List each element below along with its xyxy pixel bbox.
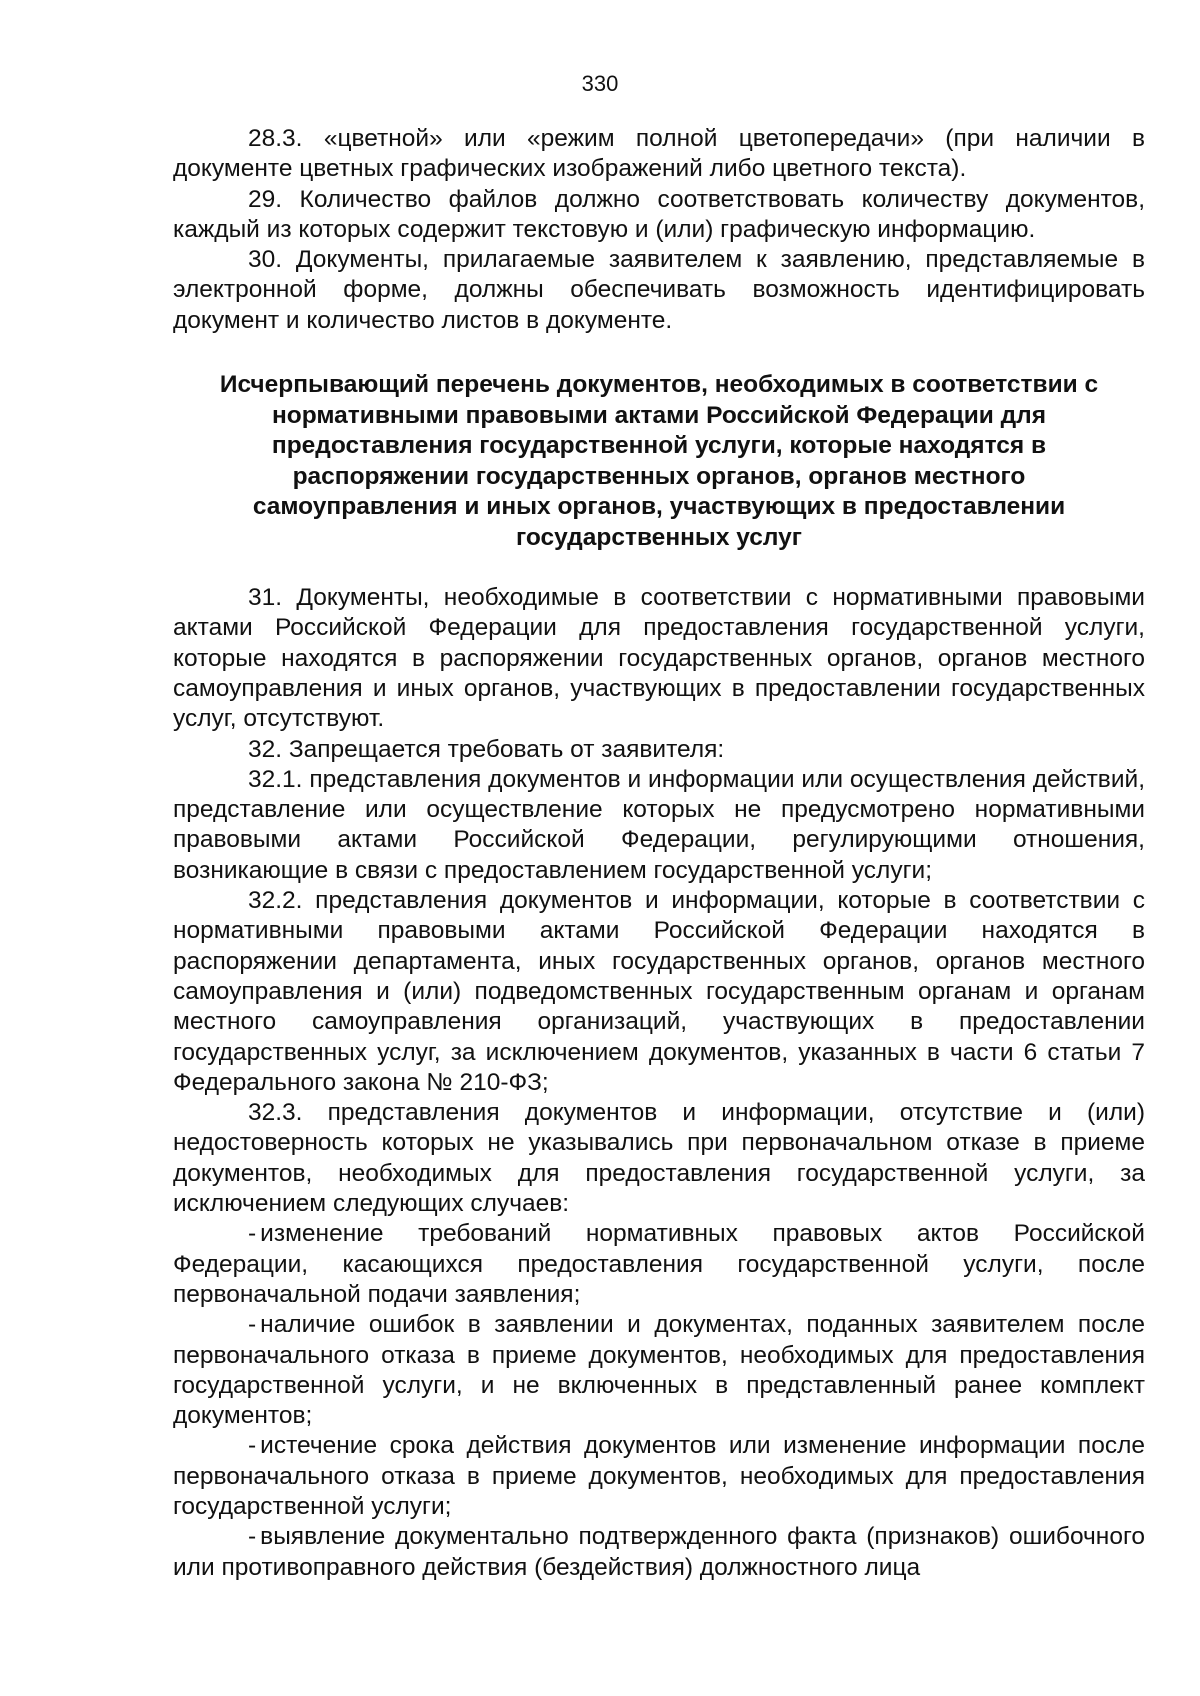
document-body — [173, 124, 1145, 1583]
bullet-text: выявление документально подтвержденного факта (признаков) ошибочного или противоправного действия (бездействия) должностного лица — [173, 1523, 1145, 1581]
section-heading-line: предоставления государственной услуги, которые находятся в — [271, 432, 1047, 460]
bullet-text: истечение срока действия документов или изменение информации после первоначального отказа в приеме документов, необходимых для предоставления государственной услуги; — [173, 1432, 1145, 1520]
paragraph-31: 31. Документы, необходимые в соответствии с нормативными правовыми актами Российской Федерации для предоставления государственной услуги, которые находятся в распоряжении государственных органов, органов местного самоуправления и иных органов, участвующих в предоставлении государственных услуг, отсутствуют. — [173, 584, 1145, 733]
bullet-item — [173, 1522, 1145, 1583]
paragraph-29: 29. Количество файлов должно соответствовать количеству документов, каждый из которых содержит текстовую и (или) графическую информацию. — [173, 185, 1145, 243]
paragraph-32-1: 32.1. представления документов и информации или осуществления действий, представление или осуществление которых не предусмотрено нормативными правовыми актами Российской Федерации, регулирующими отношения, возникающие в связи с предоставлением государственной услуги; — [173, 765, 1145, 884]
paragraph-32-2: 32.2. представления документов и информации, которые в соответствии с нормативными правовыми актами Российской Федерации находятся в распоряжении департамента, иных государственных органов, органов местного самоуправления и (или) подведомственных государственным органам и органам местного самоуправления организаций, участвующих в предоставлении государственных услуг, за исключением документов, указанных в части 6 статьи 7 Федерального закона № 210-ФЗ; — [173, 887, 1145, 1096]
bullet-text: изменение требований нормативных правовых актов Российской Федерации, касающихся предоставления государственной услуги, после первоначальной подачи заявления; — [173, 1220, 1145, 1308]
section-heading-line: самоуправления и иных органов, участвующих в предоставлении — [252, 493, 1066, 521]
section-heading-line: Исчерпывающий перечень документов, необходимых в соответствии с — [219, 371, 1099, 399]
bullet-item — [173, 1219, 1145, 1310]
bullet-dash: - — [248, 1523, 257, 1551]
paragraph-32: 32. Запрещается требовать от заявителя: — [248, 735, 725, 763]
paragraph-30: 30. Документы, прилагаемые заявителем к заявлению, представляемые в электронной форме, должны обеспечивать возможность идентифицировать документ и количество листов в документе. — [173, 246, 1145, 334]
bullet-item — [173, 1431, 1145, 1522]
bullet-dash: - — [248, 1311, 257, 1339]
paragraph-28-3: 28.3. «цветной» или «режим полной цветопередачи» (при наличии в документе цветных графических изображений либо цветного текста). — [173, 125, 1145, 183]
section-heading-line: распоряжении государственных органов, органов местного — [292, 462, 1026, 490]
page-number: 330 — [581, 71, 619, 96]
bullet-text: наличие ошибок в заявлении и документах, поданных заявителем после первоначального отказа в приеме документов, необходимых для предоставления государственной услуги, и не включенных в представленный ранее комплект документов; — [173, 1311, 1145, 1430]
bullet-item — [173, 1310, 1145, 1431]
paragraph-32-3: 32.3. представления документов и информации, отсутствие и (или) недостоверность которых не указывались при первоначальном отказе в приеме документов, необходимых для предоставления государственной услуги, за исключением следующих случаев: — [173, 1099, 1145, 1218]
bullet-dash: - — [248, 1432, 257, 1460]
section-heading-line: нормативными правовыми актами Российской Федерации для — [271, 401, 1047, 429]
section-heading-line: государственных услуг — [516, 523, 802, 551]
section-heading — [173, 370, 1145, 553]
bullet-dash: - — [248, 1220, 257, 1248]
